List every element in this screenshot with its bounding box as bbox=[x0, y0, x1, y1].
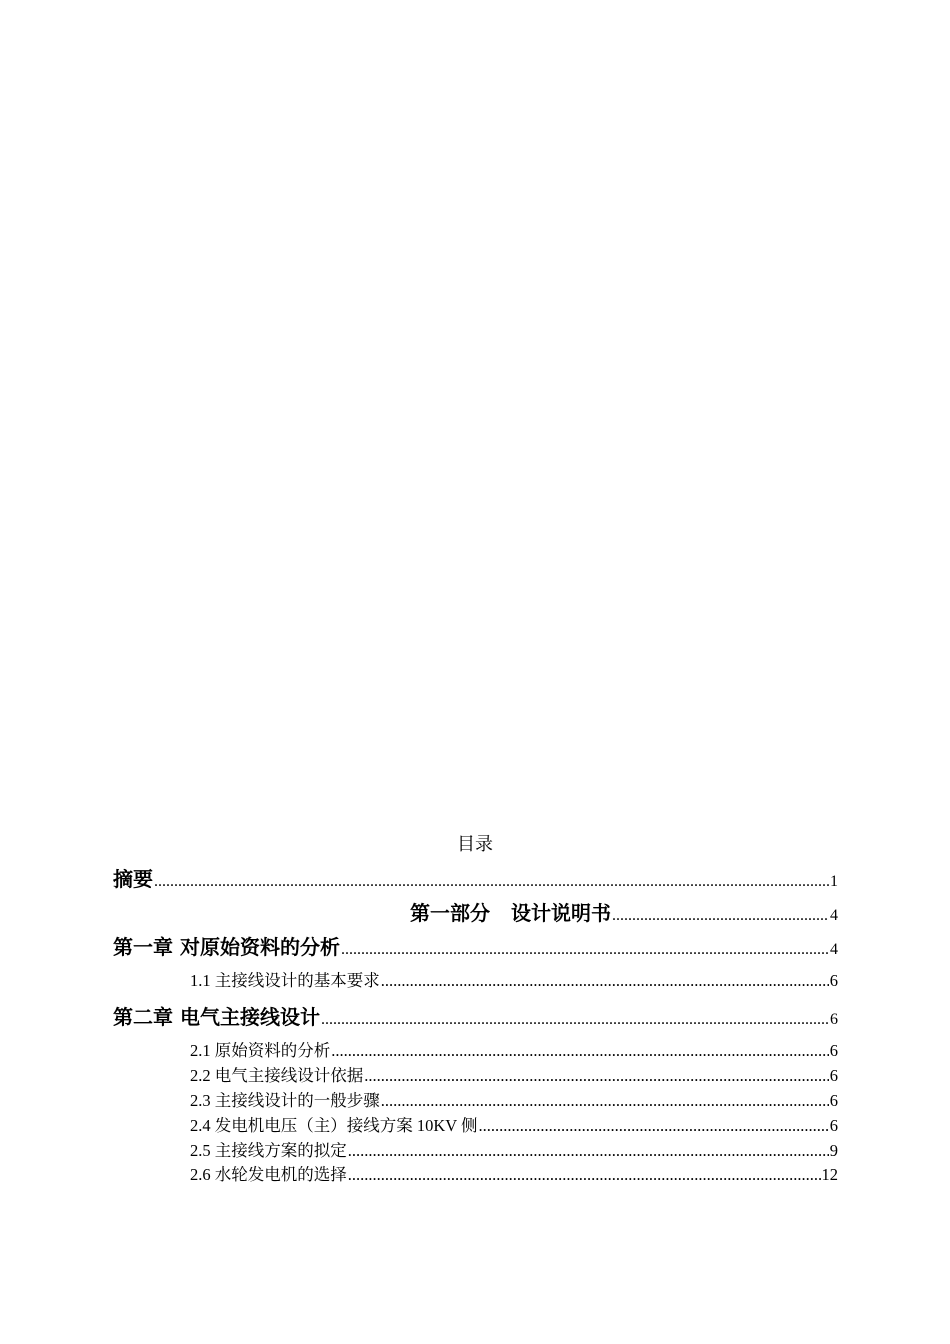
toc-entry-part-one[interactable] bbox=[113, 899, 838, 930]
toc-leader-dots bbox=[612, 902, 829, 930]
toc-entry-label: 2.2 电气主接线设计依据 bbox=[190, 1066, 364, 1085]
toc-entry-abstract[interactable] bbox=[113, 865, 838, 896]
toc-entry-chapter-1[interactable] bbox=[113, 933, 838, 964]
toc-leader-dots bbox=[348, 1163, 821, 1187]
toc-entry-label: 第一章 对原始资料的分析 bbox=[113, 935, 340, 959]
toc-leader-dots bbox=[381, 969, 829, 993]
toc-entry-label: 2.1 原始资料的分析 bbox=[190, 1041, 331, 1060]
toc-page-number: 4 bbox=[830, 907, 838, 924]
toc-entry-label: 第二章 电气主接线设计 bbox=[113, 1005, 320, 1029]
toc-leader-dots bbox=[321, 1006, 829, 1034]
toc-entry-2-6[interactable] bbox=[190, 1163, 838, 1187]
toc-page-number: 1 bbox=[830, 873, 838, 890]
toc-leader-dots bbox=[479, 1114, 829, 1138]
toc-entry-2-2[interactable] bbox=[190, 1064, 838, 1088]
toc-entry-label: 第一部分 设计说明书 bbox=[410, 901, 611, 925]
toc-leader-dots bbox=[348, 1139, 829, 1163]
toc-page-number: 6 bbox=[829, 1041, 838, 1060]
toc-leader-dots bbox=[364, 1064, 829, 1088]
toc-entry-label: 1.1 主接线设计的基本要求 bbox=[190, 971, 380, 990]
toc-page-number: 6 bbox=[829, 971, 838, 990]
toc-entry-label: 摘要 bbox=[113, 867, 153, 891]
toc-leader-dots bbox=[154, 868, 829, 896]
toc-page-number: 6 bbox=[829, 1066, 838, 1085]
toc-entry-2-3[interactable] bbox=[190, 1089, 838, 1113]
toc-page-number: 12 bbox=[821, 1165, 838, 1184]
toc-page-number: 6 bbox=[829, 1091, 838, 1110]
toc-entry-1-1[interactable] bbox=[190, 969, 838, 993]
toc-leader-dots bbox=[341, 936, 829, 964]
toc-leader-dots bbox=[381, 1089, 829, 1113]
toc-page-number: 4 bbox=[830, 941, 838, 958]
toc-entry-chapter-2[interactable] bbox=[113, 1003, 838, 1034]
toc-entry-2-4[interactable] bbox=[190, 1114, 838, 1138]
toc-entry-label: 2.4 发电机电压（主）接线方案 10KV 侧 bbox=[190, 1116, 478, 1135]
toc-title: 目录 bbox=[457, 834, 493, 854]
toc-entry-2-5[interactable] bbox=[190, 1139, 838, 1163]
toc-entry-label: 2.6 水轮发电机的选择 bbox=[190, 1165, 347, 1184]
toc-entry-label: 2.5 主接线方案的拟定 bbox=[190, 1141, 347, 1160]
toc-page-number: 6 bbox=[829, 1116, 838, 1135]
toc-entry-2-1[interactable] bbox=[190, 1039, 838, 1063]
toc-leader-dots bbox=[331, 1039, 829, 1063]
toc-entry-label: 2.3 主接线设计的一般步骤 bbox=[190, 1091, 380, 1110]
toc-page-number: 9 bbox=[829, 1141, 838, 1160]
toc-page-number: 6 bbox=[830, 1011, 838, 1028]
